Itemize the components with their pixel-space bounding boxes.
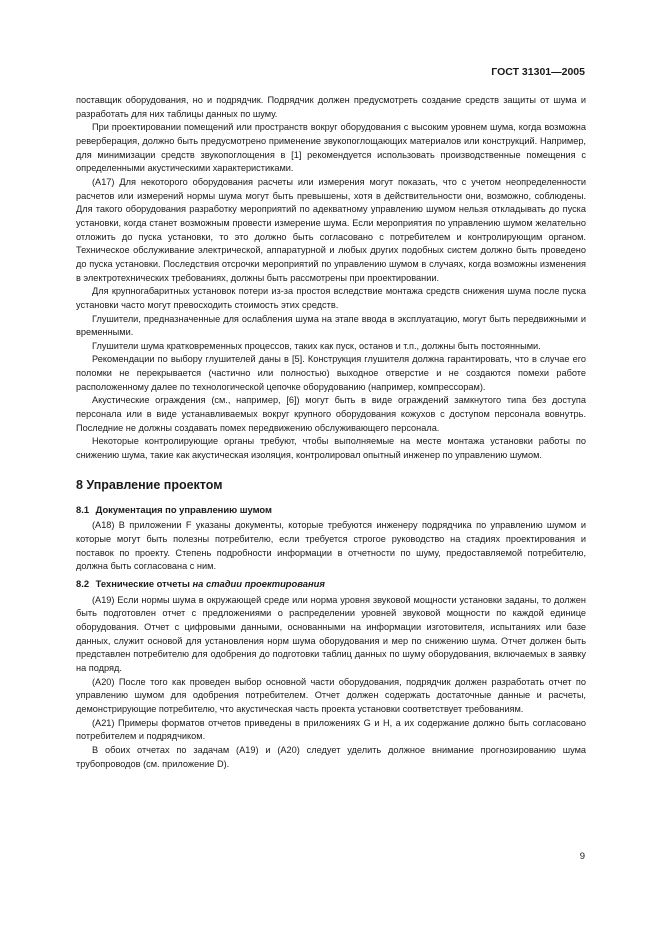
paragraph: При проектировании помещений или пространств вокруг оборудования с высоким уровнем шума, когда возможна реверберация, должно быть предусмотрено применение звукопоглощающих материалов или конструкций. Например, для минимизации средств звукопоглощения в [1] рекомендуется использовать производственные помещения с определенными акустическими характеристиками. — [76, 122, 586, 174]
paragraph: (А19) Если нормы шума в окружающей среде или норма уровня звуковой мощности установки заданы, то должен быть подготовлен отчет с предложениями о распределении уровней звуковой мощности по каждой единице оборудования. Отчет с цифровыми данными, основанными на информации изготовителя, испытаниях или базе данных, служит основой для установления норм шума оборудования и мер по снижению шума. Отчет должен быть представлен потребителю для одобрения до подготовки таблиц данных по шуму оборудования, включаемых в заявку на подряд. — [76, 594, 586, 673]
paragraph: Рекомендации по выбору глушителей даны в [5]. Конструкция глушителя должна гарантировать, что в случае его поломки не перекрывается (частично или полностью) выходное отверстие и не создаются помехи работе расположенному далее по технологической цепочке оборудованию (например, компрессорам). — [76, 354, 586, 392]
paragraph: (А17) Для некоторого оборудования расчеты или измерения могут показать, что с учетом неопределенности расчетов или измерений нормы шума могут быть превышены, хотя в действительности они, возможно, соблюдены. Для такого оборудования разработку мероприятий по адекватному управлению шумом нельзя откладывать до пуска установки, когда станет возможным провести измерение шума. Если мероприятия по управлению шумом желательно отложить до пуска установки, то это должно быть согласовано с потребителем и контролирующим органом. Техническое обслуживание электрической, аппаратурной и любых других подобных систем должно быть проведено до пуска установки. Последствия отсрочки мероприятий по управлению шумом в случаях, когда возможны изменения в электротехнических требованиях, должны быть рассмотрены при проектировании. — [76, 176, 586, 283]
subsection-number: 8.1 — [76, 503, 90, 515]
paragraph: Глушители шума кратковременных процессов, таких как пуск, останов и т.п., должны быть постоянными. — [92, 340, 541, 351]
subsection-title: Технические отчеты — [95, 578, 190, 589]
paragraph: (А21) Примеры форматов отчетов приведены в приложениях G и H, а их содержание должно быть согласовано потребителем и подрядчиком. — [76, 717, 586, 742]
paragraph: В обоих отчетах по задачам (А19) и (А20) следует уделить должное внимание прогнозированию шума трубопроводов (см. приложение D). — [76, 744, 586, 769]
subsection-heading — [76, 503, 586, 517]
section-heading: 8 Управление проектом — [76, 477, 223, 492]
paragraph: поставщик оборудования, но и подрядчик. Подрядчик должен предусмотреть создание средств защиты от шума и разработать для них таблицы данных по шуму. — [76, 95, 586, 119]
paragraph: Глушители, предназначенные для ослабления шума на этапе ввода в эксплуатацию, могут быть передвижными и временными. — [76, 313, 586, 338]
subsection-heading — [76, 577, 586, 591]
paragraph: (А20) После того как проведен выбор основной части оборудования, подрядчик должен разработать отчет по управлению шумом для одобрения потребителем. Отчет должен содержать достаточные данные и расчеты, демонстрирующие потребителю, что акустическая часть проекта установки соответствует требованиям. — [76, 676, 586, 714]
paragraph: Для крупногабаритных установок потери из-за простоя вследствие монтажа средств снижения шума после пуска установки часто могут превосходить стоимость этих средств. — [76, 286, 586, 310]
subsection-title: Документация по управлению шумом — [95, 503, 272, 515]
paragraph: Акустические ограждения (см., например, [6]) могут быть в виде ограждений замкнутого типа без доступа персонала или в виде устанавливаемых вокруг крупного оборудования кожухов с доступом персонала вовнутрь. Последние не должны создавать помех передвижению обслуживающего персонала. — [76, 395, 586, 433]
document-code: ГОСТ 31301—2005 — [491, 66, 585, 78]
paragraph: (А18) В приложении F указаны документы, которые требуются инженеру подрядчика по управлению шумом и которые могут быть полезны потребителю, если требуется строгое руководство на стадиях проектирования и поставок по проекту. Степень подробности информации в отчетности по шуму, предоставляемой потребителю, должна быть согласована с ним. — [76, 520, 586, 572]
subsection-title-italic: на стадии проектирования — [192, 578, 325, 589]
subsection-number: 8.2 — [76, 578, 90, 589]
page-content — [76, 94, 586, 771]
page-number: 9 — [579, 851, 585, 862]
paragraph: Некоторые контролирующие органы требуют, чтобы выполняемые на месте монтажа установки работы по снижению шума, такие как акустическая изоляция, контролировал опытный инженер по управлению шумом. — [76, 436, 586, 461]
